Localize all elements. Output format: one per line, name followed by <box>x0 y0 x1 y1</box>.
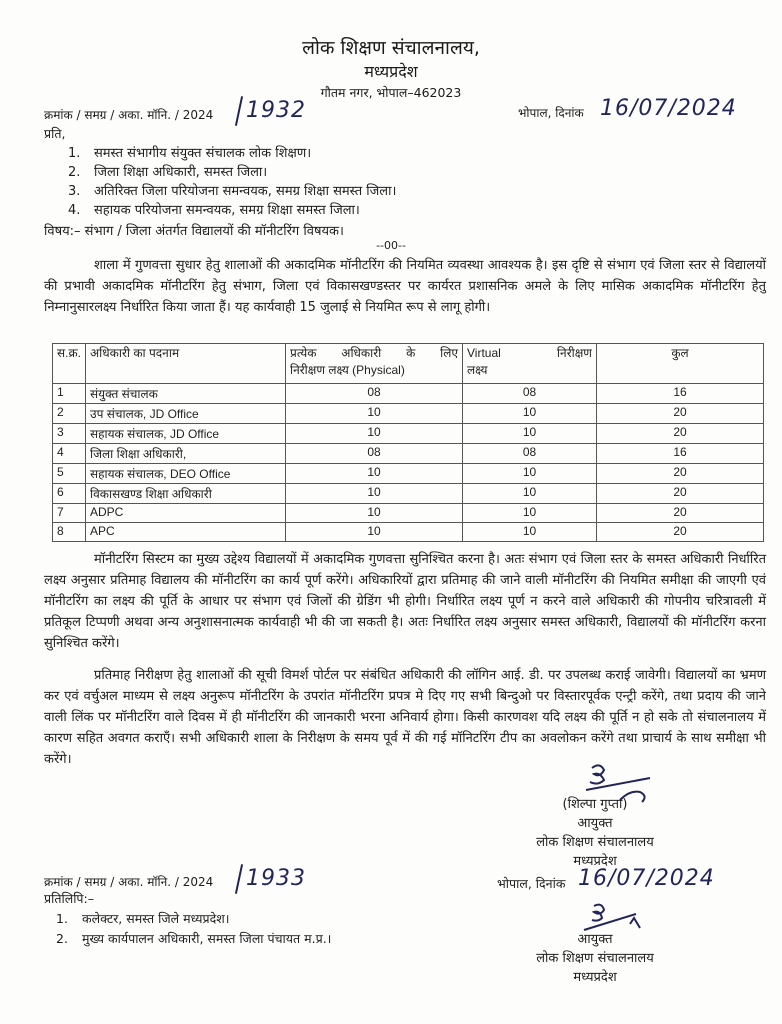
date-label: भोपाल, दिनांक <box>518 106 584 120</box>
cell-designation: संयुक्त संचालक <box>86 384 286 404</box>
signatory-office: लोक शिक्षण संचालनालय <box>536 951 654 966</box>
recipient-item <box>68 143 311 161</box>
cell-designation: सहायक संचालक, DEO Office <box>86 464 286 484</box>
copy-handwritten-date: 16/07/2024 <box>578 866 715 891</box>
recipient-text: सहायक परियोजना समन्वयक, समग्र शिक्षा समस्त जिला। <box>94 203 360 218</box>
signatory-state: मध्यप्रदेश <box>573 854 617 869</box>
header-total: कुल <box>597 344 764 384</box>
cell-serial: 1 <box>53 384 86 404</box>
cell-serial: 7 <box>53 504 86 523</box>
monitoring-targets-table <box>52 343 764 542</box>
recipient-text: समस्त संभागीय संयुक्त संचालक लोक शिक्षण। <box>94 146 312 161</box>
header-text: के <box>406 346 416 360</box>
separator: --00-- <box>376 239 406 252</box>
cell-designation: सहायक संचालक, JD Office <box>86 424 286 444</box>
cell-designation: विकासखण्ड शिक्षा अधिकारी <box>86 484 286 504</box>
header-designation: अधिकारी का पदनाम <box>86 344 286 384</box>
cell-virtual: 08 <box>463 444 597 464</box>
cell-virtual: 08 <box>463 384 597 404</box>
header-text: प्रत्येक <box>290 346 317 360</box>
copy-reference-prefix: क्रमांक / समग्र / अका. मॉनि. / 2024 <box>44 875 214 889</box>
header-serial: स.क्र. <box>53 344 86 384</box>
header-text: Virtual <box>467 346 501 360</box>
cell-physical: 10 <box>286 464 463 484</box>
cell-physical: 10 <box>286 404 463 424</box>
cell-designation: उप संचालक, JD Office <box>86 404 286 424</box>
cell-designation: जिला शिक्षा अधिकारी, <box>86 444 286 464</box>
copy-reference-handwritten-number <box>234 864 306 894</box>
recipient-item <box>68 200 360 218</box>
signatory-office: लोक शिक्षण संचालनालय <box>536 835 654 850</box>
copy-label: प्रतिलिपि:– <box>44 891 94 906</box>
copy-date-label: भोपाल, दिनांक <box>497 876 566 891</box>
letterhead-title: लोक शिक्षण संचालनालय, <box>302 37 480 59</box>
cell-physical: 08 <box>286 384 463 404</box>
signatory-designation: आयुक्त <box>577 932 613 947</box>
signature-block-commissioner <box>480 795 710 871</box>
subject-line: विषय:– संभाग / जिला अंतर्गत विद्यालयों की मॉनीटरिंग विषयक। <box>44 224 344 239</box>
cell-total: 20 <box>597 523 764 542</box>
cell-virtual: 10 <box>463 424 597 444</box>
cell-serial: 8 <box>53 523 86 542</box>
recipient-number: 3. <box>68 184 81 199</box>
header-text: निरीक्षण लक्ष्य (Physical) <box>290 363 405 377</box>
paragraph-intro: शाला में गुणवत्ता सुधार हेतु शालाओं की अकादमिक मॉनीटरिंग की नियमित व्यवस्था आवश्यक है। इस दृष्टि से संभाग एवं जिला स्तर से विद्यालयों की प्रभावी अकादमिक मॉनीटरिंग हेतु संभाग, जिला एवं विकासखण्डस्तर पर कार्यरत प्रशासनिक अमले के लिए मासिक अकादमिक मॉनीटरिंग हेतु निम्नानुसारलक्ष्य निर्धारित किया जाता हैं। यह कार्यवाही 15 जुलाई से नियमित रूप से लागू होगी। <box>44 258 766 315</box>
recipient-item <box>68 181 396 199</box>
reference-prefix: क्रमांक / समग्र / अका. मॉनि. / 2024 <box>44 108 214 122</box>
table-row <box>53 523 764 542</box>
cell-physical: 10 <box>286 484 463 504</box>
cell-total: 20 <box>597 484 764 504</box>
cell-total: 20 <box>597 404 764 424</box>
cell-physical: 08 <box>286 444 463 464</box>
cell-virtual: 10 <box>463 504 597 523</box>
copy-recipient-number: 2. <box>56 931 68 946</box>
recipient-number: 1. <box>68 146 81 161</box>
cell-physical: 10 <box>286 523 463 542</box>
paragraph-monitoring-purpose: मॉनीटरिंग सिस्टम का मुख्य उद्देश्य विद्यालयों में अकादमिक गुणवत्ता सुनिश्चित करना है। अतः संभाग एवं जिला स्तर के समस्त अधिकारी निर्धारित लक्ष्य अनुसार प्रतिमाह विद्यालय की मॉनीटरिंग का कार्य पूर्ण करेंगे। अधिकारियों द्वारा प्रतिमाह की जाने वाली मॉनीटरिंग की नियमित समीक्षा की जाएगी एवं मॉनीटरिंग का लक्ष्य की पूर्ति के आधार पर संभाग एवं जिलों की ग्रेडिंग भी होगी। निर्धारित लक्ष्य पूर्ण न करने वाले अधिकारी की गोपनीय चरित्रावली में प्रतिकूल टिप्पणी अथवा अन्य अनुशासनात्मक कार्यवाही भी की जा सकती है। अतः निर्धारित लक्ष्य अनुसार समस्त अधिकारी, विद्यालयों की मॉनीटरिंग करना सुनिश्चित करेंगे। <box>44 552 766 651</box>
signature-block-copy <box>480 930 710 987</box>
header-text: लिए <box>440 346 458 360</box>
handwritten-date: 16/07/2024 <box>600 96 737 121</box>
handwritten-slash <box>235 96 243 126</box>
header-virtual-target <box>463 344 597 384</box>
signatory-designation: आयुक्त <box>577 816 613 831</box>
copy-recipient-number: 1. <box>56 911 68 926</box>
cell-virtual: 10 <box>463 404 597 424</box>
cell-physical: 10 <box>286 504 463 523</box>
table-row <box>53 384 764 404</box>
table-row <box>53 464 764 484</box>
cell-physical: 10 <box>286 424 463 444</box>
cell-serial: 6 <box>53 484 86 504</box>
cell-total: 20 <box>597 424 764 444</box>
signatory-state: मध्यप्रदेश <box>573 970 617 985</box>
cell-serial: 4 <box>53 444 86 464</box>
table-row <box>53 404 764 424</box>
cell-total: 20 <box>597 504 764 523</box>
cell-serial: 2 <box>53 404 86 424</box>
recipient-text: अतिरिक्त जिला परियोजना समन्वयक, समग्र शिक्षा समस्त जिला। <box>94 184 397 199</box>
cell-virtual: 10 <box>463 523 597 542</box>
recipient-text: जिला शिक्षा अधिकारी, समस्त जिला। <box>94 165 268 180</box>
handwritten-slash <box>235 864 243 894</box>
signatory-name: (शिल्पा गुप्ता) <box>562 797 628 812</box>
copy-reference-number: 1933 <box>246 866 306 891</box>
letterhead-address: गौतम नगर, भोपाल–462023 <box>320 85 462 100</box>
recipient-item <box>68 162 267 180</box>
cell-total: 16 <box>597 444 764 464</box>
copy-recipient-text: कलेक्टर, समस्त जिले मध्यप्रदेश। <box>82 911 230 926</box>
reference-handwritten-number <box>234 96 306 126</box>
table-header-row <box>53 344 764 384</box>
reference-number: 1932 <box>246 98 306 123</box>
cell-designation: APC <box>86 523 286 542</box>
table-row <box>53 444 764 464</box>
copy-recipient-item <box>56 910 230 927</box>
cell-designation: ADPC <box>86 504 286 523</box>
letterhead-state: मध्यप्रदेश <box>364 62 418 81</box>
copy-recipient-item <box>56 930 331 947</box>
recipients-label: प्रति, <box>44 126 66 141</box>
cell-total: 16 <box>597 384 764 404</box>
table-row <box>53 424 764 444</box>
header-text: निरीक्षण <box>556 346 592 360</box>
table-row <box>53 504 764 523</box>
cell-serial: 5 <box>53 464 86 484</box>
recipient-number: 4. <box>68 203 81 218</box>
paragraph-monitoring-process: प्रतिमाह निरीक्षण हेतु शालाओं की सूची विमर्श पोर्टल पर संबंधित अधिकारी की लॉगिन आई. डी. पर उपलब्ध कराई जावेगी। विद्यालयों का भ्रमण कर एवं वर्चुअल माध्यम से लक्ष्य अनुरूप मॉनीटरिंग के उपरांत मॉनीटरिंग प्रपत्र मे दिए गए सभी बिन्दुओ पर विस्तारपूर्वक एन्ट्री करेंगे, तथा प्रदाय की जाने वाली लिंक पर मॉनीटरिंग वाले दिवस में ही मॉनीटरिंग की जानकारी भरना अनिवार्य होगा। किसी कारणवश यदि लक्ष्य की पूर्ति न हो सके तो संचालनालय में कारण सहित अवगत कराएँ। सभी अधिकारी शाला के निरीक्षण के समय पूर्व में की गई मॉनिटरिंग टीप का अवलोकन करेंगे तथा प्राचार्य के साथ समीक्षा भी करेंगे। <box>44 668 766 767</box>
header-physical-target <box>286 344 463 384</box>
cell-serial: 3 <box>53 424 86 444</box>
header-text: लक्ष्य <box>467 363 488 377</box>
copy-recipient-text: मुख्य कार्यपालन अधिकारी, समस्त जिला पंचायत म.प्र.। <box>82 931 332 946</box>
recipient-number: 2. <box>68 165 81 180</box>
header-text: अधिकारी <box>341 346 382 360</box>
table-row <box>53 484 764 504</box>
cell-virtual: 10 <box>463 464 597 484</box>
cell-total: 20 <box>597 464 764 484</box>
cell-virtual: 10 <box>463 484 597 504</box>
